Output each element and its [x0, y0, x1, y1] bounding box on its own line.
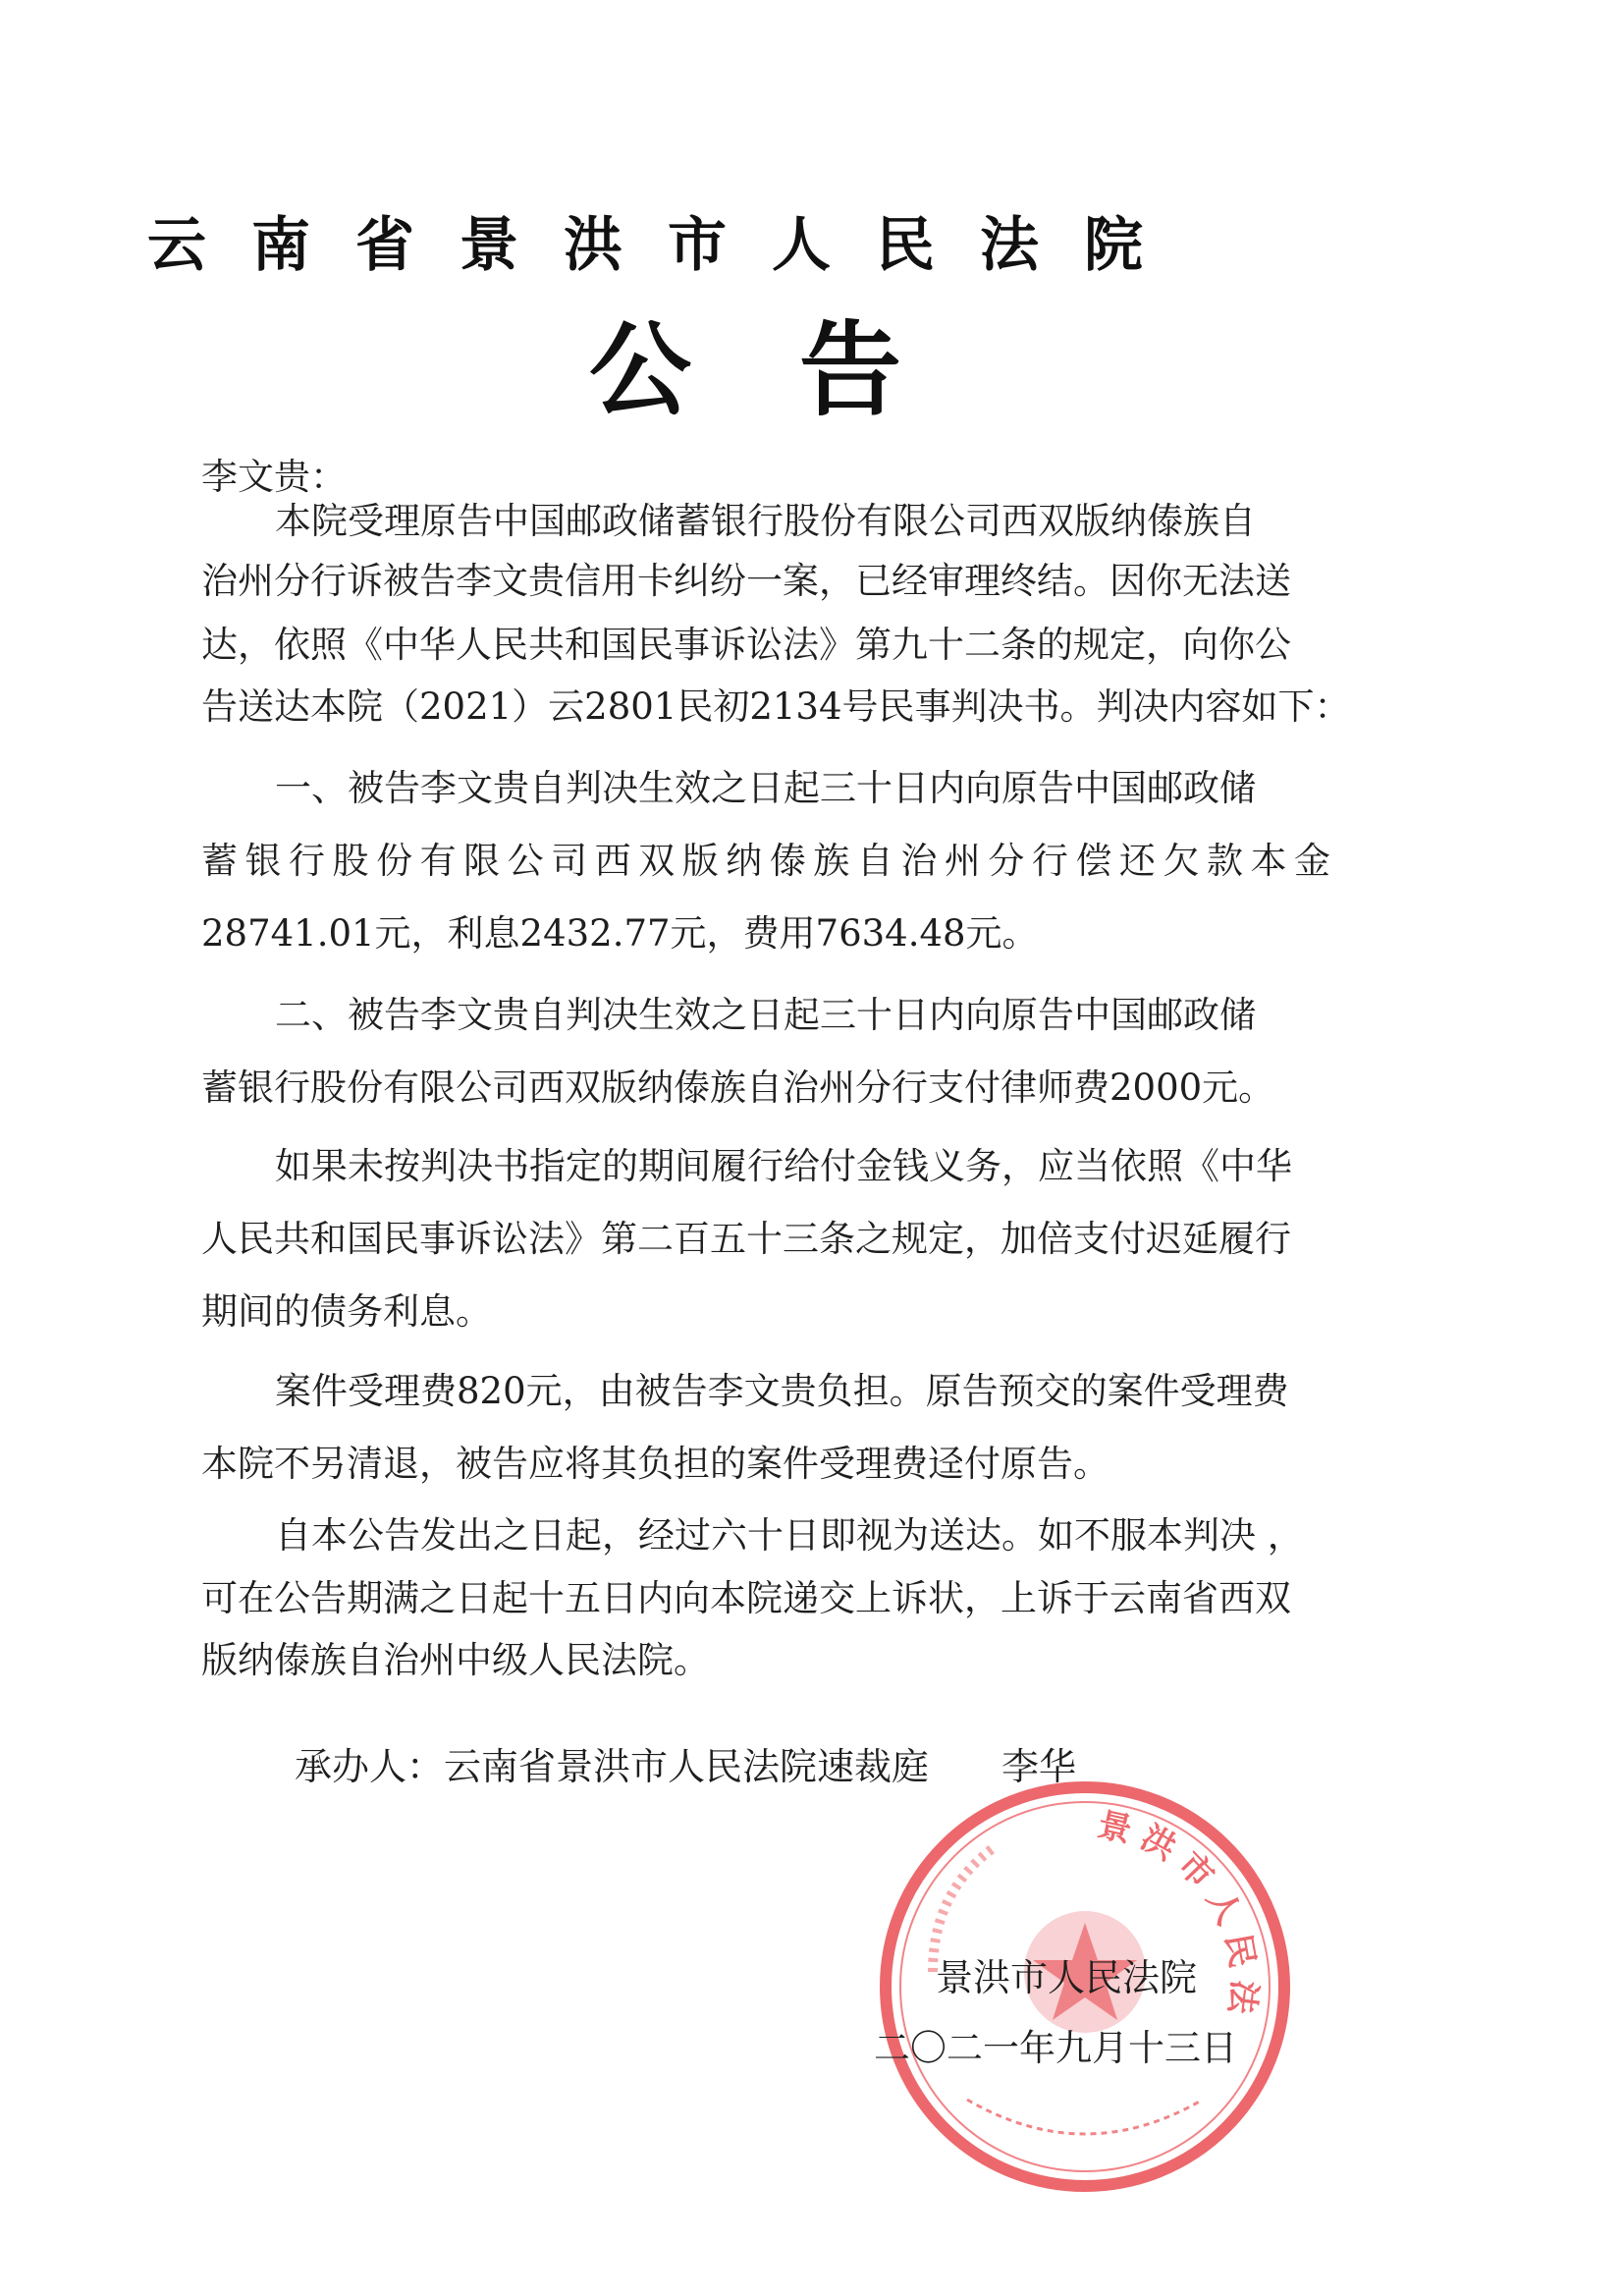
paragraph-4-line-3: 期间的债务利息。 [201, 1290, 492, 1333]
issuing-court: 景洪市人民法院 [936, 1956, 1198, 1999]
seal-text: 景洪市人民法 [1094, 1805, 1265, 2026]
paragraph-6-line-3: 版纳傣族自治州中级人民法院。 [201, 1639, 710, 1681]
paragraph-5-line-2: 本院不另清退，被告应将其负担的案件受理费迳付原告。 [201, 1443, 1109, 1485]
issue-date: 二〇二一年九月十三日 [874, 2027, 1237, 2069]
paragraph-4-line-2: 人民共和国民事诉讼法》第二百五十三条之规定，加倍支付迟延履行 [201, 1218, 1291, 1260]
paragraph-3-line-1: 二、被告李文贵自判决生效之日起三十日内向原告中国邮政储 [275, 994, 1256, 1036]
paragraph-5-line-1: 案件受理费820元，由被告李文贵负担。原告预交的案件受理费 [275, 1370, 1289, 1412]
paragraph-3-line-2: 蓄银行股份有限公司西双版纳傣族自治州分行支付律师费2000元。 [201, 1066, 1275, 1109]
paragraph-1-line-2: 治州分行诉被告李文贵信用卡纠纷一案，已经审理终结。因你无法送 [201, 560, 1291, 602]
handler-name: 李华 [1001, 1745, 1077, 1788]
paragraph-2-line-2: 蓄银行股份有限公司西双版纳傣族自治州分行偿还欠款本金 [201, 840, 1330, 882]
handler-label: 承办人：云南省景洪市人民法院速裁庭 [295, 1745, 930, 1788]
paragraph-1-line-3: 达，依照《中华人民共和国民事诉讼法》第九十二条的规定，向你公 [201, 624, 1291, 666]
paragraph-2-line-3: 28741.01元，利息2432.77元，费用7634.48元。 [201, 912, 1039, 955]
paragraph-6-line-2: 可在公告期满之日起十五日内向本院递交上诉状，上诉于云南省西双 [201, 1577, 1291, 1619]
paragraph-4-line-1: 如果未按判决书指定的期间履行给付金钱义务，应当依照《中华 [275, 1145, 1292, 1187]
addressee: 李文贵： [201, 456, 347, 498]
paragraph-1-line-4: 告送达本院（2021）云2801民初2134号民事判决书。判决内容如下： [201, 685, 1351, 728]
court-name-heading: 云南省景洪市人民法院 [147, 211, 1188, 280]
paragraph-6-line-1: 自本公告发出之日起，经过六十日即视为送达。如不服本判决 ， [275, 1514, 1304, 1557]
paragraph-1-line-1: 本院受理原告中国邮政储蓄银行股份有限公司西双版纳傣族自 [275, 500, 1256, 542]
paragraph-2-line-1: 一、被告李文贵自判决生效之日起三十日内向原告中国邮政储 [275, 767, 1256, 809]
document-type-heading: 公告 [589, 310, 1010, 430]
